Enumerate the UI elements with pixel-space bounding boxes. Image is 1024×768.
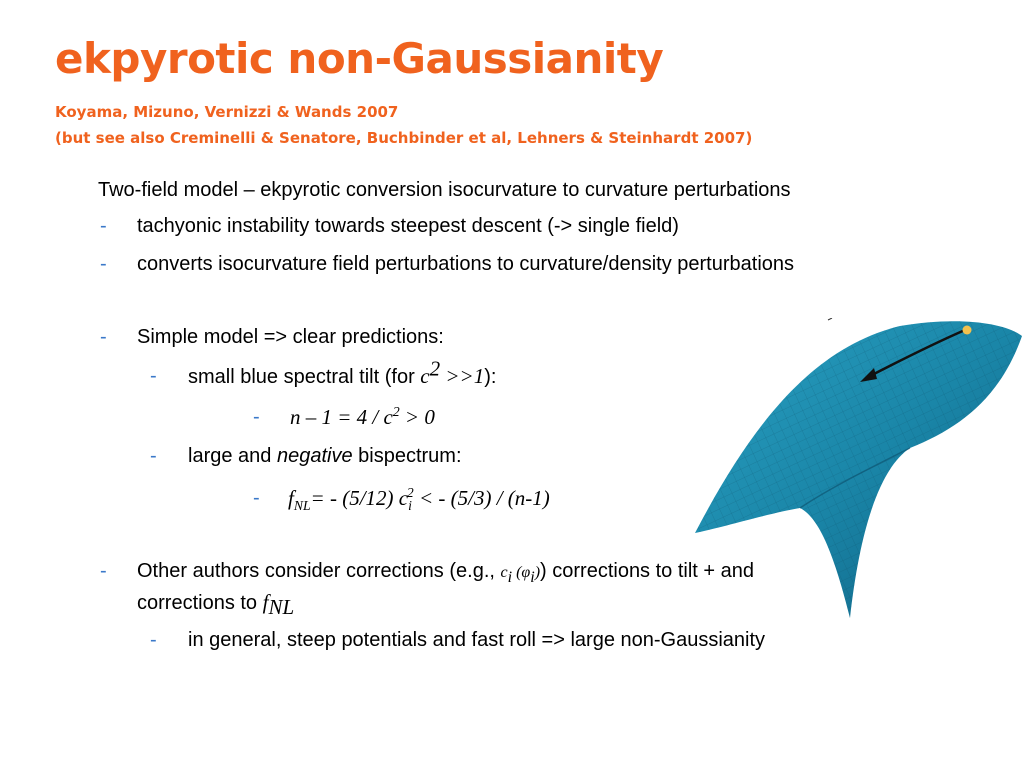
bullet-dash: -	[253, 406, 260, 428]
bullet-blue-tilt: small blue spectral tilt (for $c^2 >>1$):	[188, 356, 497, 388]
bullet-dash: -	[100, 326, 107, 348]
bullet-other-authors-line2: corrections to $f_{NL}$	[137, 590, 295, 619]
tilt-equation: $n - 1 = 4 / c^2 > 0$	[290, 404, 435, 429]
bullet-dash: -	[100, 215, 107, 237]
bullet-converts: converts isocurvature field perturbations to curvature/density perturbations	[137, 253, 795, 275]
bullet-bispectrum: large and negative bispectrum:	[188, 445, 462, 467]
bullet-dash: -	[253, 487, 260, 509]
bullet-tachyonic: tachyonic instability towards steepest descent (-> single field)	[137, 215, 679, 237]
bullet-dash: -	[150, 445, 157, 467]
authors-line: Koyama, Mizuno, Vernizzi & Wands 2007	[55, 103, 399, 121]
bullet-dash: -	[100, 560, 107, 582]
bullet-simple-model: Simple model => clear predictions:	[137, 326, 444, 348]
fnl-equation: $f_{NL}= - (5/12) c_i^2$ < - (5/3) / (n-1)	[288, 485, 550, 514]
bullet-steep-potentials: in general, steep potentials and fast roll => large non-Gaussianity	[188, 629, 766, 651]
bullet-other-authors: Other authors consider corrections (e.g., $c_i$ $(\varphi_i)$) corrections to tilt + and	[137, 560, 755, 586]
bullet-dash: -	[100, 253, 107, 275]
bullet-dash: -	[150, 365, 157, 387]
bullet-dash: -	[150, 629, 157, 651]
intro-text: Two-field model – ekpyrotic conversion isocurvature to curvature perturbations	[98, 179, 791, 201]
see-also-line: (but see also Creminelli & Senatore, Buchbinder et al, Lehners & Steinhardt 2007)	[55, 129, 753, 147]
slide-title: ekpyrotic non-Gaussianity	[55, 34, 664, 83]
